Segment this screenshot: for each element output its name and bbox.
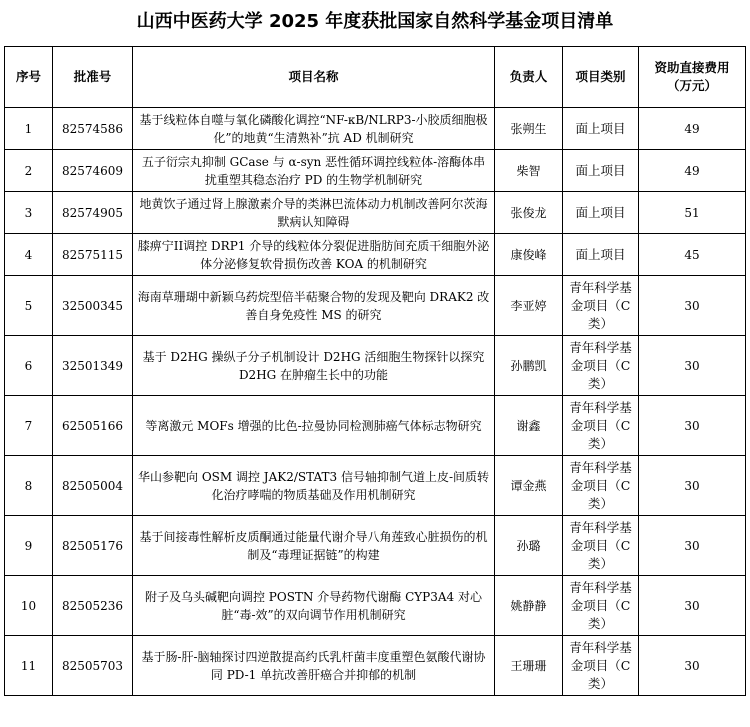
cell-type: 面上项目 [563,234,639,276]
cell-funding: 45 [639,234,746,276]
cell-approval: 62505166 [53,396,133,456]
cell-name: 附子及乌头碱靶向调控 POSTN 介导药物代谢酶 CYP3A4 对心脏“毒-效”的双向调节作用机制研究 [133,576,495,636]
cell-seq: 3 [5,192,53,234]
cell-approval: 82505236 [53,576,133,636]
cell-name: 基于间接毒性解析皮质酮通过能量代谢介导八角莲致心脏损伤的机制及“毒理证据链”的构建 [133,516,495,576]
cell-name: 华山参靶向 OSM 调控 JAK2/STAT3 信号轴抑制气道上皮-间质转化治疗哮喘的物质基础及作用机制研究 [133,456,495,516]
cell-funding: 30 [639,276,746,336]
header-name: 项目名称 [133,47,495,108]
cell-approval: 82574586 [53,108,133,150]
cell-approval: 82575115 [53,234,133,276]
cell-type: 青年科学基金项目（C类） [563,336,639,396]
table-row [5,456,746,516]
header-approval: 批准号 [53,47,133,108]
cell-approval: 82505703 [53,636,133,696]
cell-funding: 30 [639,636,746,696]
header-funding-line2: （万元） [666,78,717,93]
cell-approval: 82574609 [53,150,133,192]
cell-approval: 32500345 [53,276,133,336]
table-header-row [5,47,746,108]
cell-leader: 张俊龙 [495,192,563,234]
header-funding-line1: 资助直接费用 [654,60,730,75]
table-row [5,192,746,234]
cell-seq: 7 [5,396,53,456]
cell-type: 面上项目 [563,108,639,150]
table-row [5,396,746,456]
table-row [5,576,746,636]
cell-approval: 32501349 [53,336,133,396]
cell-seq: 5 [5,276,53,336]
cell-funding: 49 [639,108,746,150]
header-seq: 序号 [5,47,53,108]
cell-funding: 30 [639,456,746,516]
header-funding [639,47,746,108]
cell-funding: 51 [639,192,746,234]
cell-leader: 柴智 [495,150,563,192]
cell-leader: 姚静静 [495,576,563,636]
cell-type: 青年科学基金项目（C类） [563,576,639,636]
cell-funding: 49 [639,150,746,192]
cell-funding: 30 [639,396,746,456]
cell-seq: 4 [5,234,53,276]
table-row [5,150,746,192]
cell-type: 面上项目 [563,192,639,234]
table-row [5,516,746,576]
grants-table [4,46,746,696]
cell-seq: 10 [5,576,53,636]
cell-name: 五子衍宗丸抑制 GCase 与 α-syn 恶性循环调控线粒体-溶酶体串扰重塑其稳态治疗 PD 的生物学机制研究 [133,150,495,192]
cell-type: 青年科学基金项目（C类） [563,636,639,696]
cell-name: 基于线粒体自噬与氧化磷酸化调控“NF-κB/NLRP3-小胶质细胞极化”的地黄“生清熟补”抗 AD 机制研究 [133,108,495,150]
cell-name: 基于肠-肝-脑轴探讨四逆散提高约氏乳杆菌丰度重塑色氨酸代谢协同 PD-1 单抗改善肝癌合并抑郁的机制 [133,636,495,696]
page-title: 山西中医药大学 2025 年度获批国家自然科学基金项目清单 [136,11,614,32]
cell-name: 等离激元 MOFs 增强的比色-拉曼协同检测肺癌气体标志物研究 [133,396,495,456]
cell-leader: 张朔生 [495,108,563,150]
cell-type: 青年科学基金项目（C类） [563,396,639,456]
cell-approval: 82505176 [53,516,133,576]
cell-leader: 王珊珊 [495,636,563,696]
cell-leader: 孙鹏凯 [495,336,563,396]
cell-seq: 9 [5,516,53,576]
table-row [5,336,746,396]
cell-name: 基于 D2HG 操纵子分子机制设计 D2HG 活细胞生物探针以探究 D2HG 在肿瘤生长中的功能 [133,336,495,396]
cell-seq: 2 [5,150,53,192]
cell-name: 地黄饮子通过肾上腺激素介导的类淋巴流体动力机制改善阿尔茨海默病认知障碍 [133,192,495,234]
cell-type: 面上项目 [563,150,639,192]
cell-approval: 82574905 [53,192,133,234]
cell-leader: 李亚婷 [495,276,563,336]
cell-seq: 1 [5,108,53,150]
cell-funding: 30 [639,336,746,396]
cell-leader: 孙璐 [495,516,563,576]
cell-type: 青年科学基金项目（C类） [563,516,639,576]
cell-leader: 谭金燕 [495,456,563,516]
cell-leader: 康俊峰 [495,234,563,276]
cell-approval: 82505004 [53,456,133,516]
table-row [5,276,746,336]
cell-name: 海南草珊瑚中新颖乌药烷型倍半萜聚合物的发现及靶向 DRAK2 改善自身免疫性 MS 的研究 [133,276,495,336]
cell-seq: 8 [5,456,53,516]
cell-type: 青年科学基金项目（C类） [563,276,639,336]
cell-funding: 30 [639,516,746,576]
cell-funding: 30 [639,576,746,636]
header-type: 项目类别 [563,47,639,108]
cell-type: 青年科学基金项目（C类） [563,456,639,516]
cell-seq: 6 [5,336,53,396]
header-leader: 负责人 [495,47,563,108]
cell-name: 膝痹宁II调控 DRP1 介导的线粒体分裂促进脂肪间充质干细胞外泌体分泌修复软骨损伤改善 KOA 的机制研究 [133,234,495,276]
table-row [5,636,746,696]
cell-leader: 谢鑫 [495,396,563,456]
table-row [5,234,746,276]
cell-seq: 11 [5,636,53,696]
table-row [5,108,746,150]
